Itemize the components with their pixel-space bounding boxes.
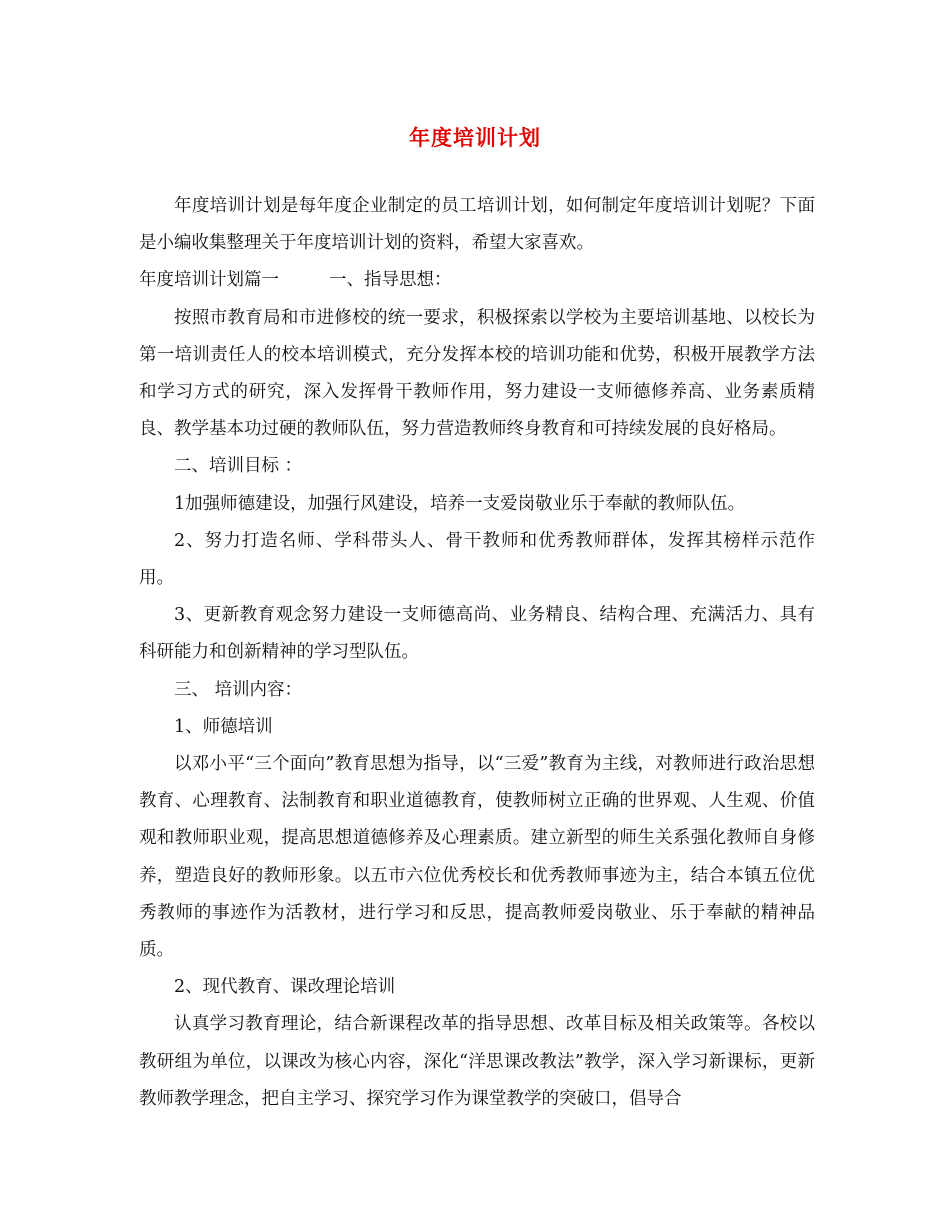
goal-item-1: 1加强师德建设，加强行风建设，培养一支爱岗敬业乐于奉献的教师队伍。 [174,493,746,514]
goals-heading: 二、培训目标 ： [174,456,303,477]
content-heading: 三、 培训内容： [174,679,303,700]
document-body [139,188,815,1118]
subsection-1-heading: 1、师德培训 [174,716,273,737]
subsection-2-paragraph: 认真学习教育理论，结合新课程改革的指导思想、改革目标及相关政策等。各校以教研组为单位，以课改为核心内容，深化“洋思课改教法”教学，深入学习新课标，更新教师教学理念，把自主学习、探究学习作为课堂教学的突破口，倡导合 [139,1014,815,1109]
goal-item-2: 2、努力打造名师、学科带头人、骨干教师和优秀教师群体，发挥其榜样示范作用。 [139,530,815,589]
section-heading: 一、指导思想： [329,270,452,291]
section-line [139,262,815,299]
section-label: 年度培训计划篇一 [139,270,279,291]
goal-item-3: 3、更新教育观念努力建设一支师德高尚、业务精良、结构合理、充满活力、具有科研能力和创新精神的学习型队伍。 [139,605,815,663]
subsection-2-heading: 2、现代教育、课改理论培训 [174,977,396,998]
intro-paragraph: 年度培训计划是每年度企业制定的员工培训计划，如何制定年度培训计划呢？下面是小编收集整理关于年度培训计划的资料，希望大家喜欢。 [139,196,815,254]
guiding-paragraph: 按照市教育局和市进修校的统一要求，积极探索以学校为主要培训基地、以校长为第一培训责任人的校本培训模式，充分发挥本校的培训功能和优势，积极开展教学方法和学习方式的研究，深入发挥骨干教师作用，努力建设一支师德修养高、业务素质精良、教学基本功过硬的教师队伍，努力营造教师终身教育和可持续发展的良好格局。 [139,307,815,440]
subsection-1-paragraph: 以邓小平“三个面向”教育思想为指导，以“三爱”教育为主线，对教师进行政治思想教育、心理教育、法制教育和职业道德教育，使教师树立正确的世界观、人生观、价值观和教师职业观，提高思想道德修养及心理素质。建立新型的师生关系强化教师自身修养，塑造良好的教师形象。以五市六位优秀校长和优秀教师事迹为主，结合本镇五位优秀教师的事迹作为活教材，进行学习和反思，提高教师爱岗敬业、乐于奉献的精神品质。 [139,754,815,961]
document-title: 年度培训计划 [409,125,541,150]
